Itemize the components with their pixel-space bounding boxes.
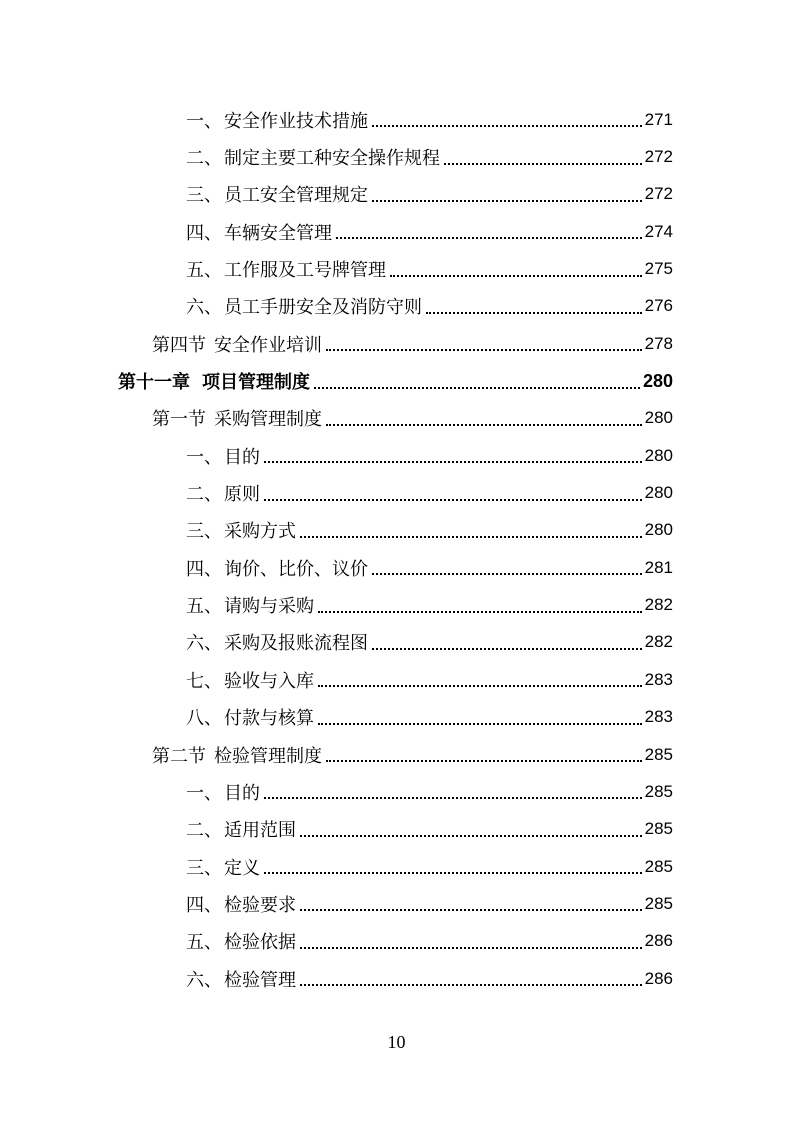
toc-entry-number: 八、: [186, 708, 222, 730]
toc-entry-number: 六、: [186, 969, 222, 991]
toc-entry-page: 271: [644, 109, 673, 129]
toc-entry-page: 282: [644, 595, 673, 615]
toc-entry-title: 员工安全管理规定: [224, 185, 368, 207]
toc-entry-title: 采购管理制度: [214, 409, 322, 431]
toc-dot-leader: [372, 647, 642, 650]
toc-dot-leader: [264, 796, 642, 799]
toc-subsection-entry[interactable]: [0, 661, 673, 698]
toc-entry-number: 四、: [186, 222, 222, 244]
toc-entry-number: 六、: [186, 633, 222, 655]
toc-entry-number: 第十一章: [118, 372, 190, 394]
toc-entry-title: 定义: [224, 857, 260, 879]
toc-dot-leader: [300, 983, 642, 986]
toc-entry-page: 272: [644, 147, 673, 167]
toc-entry-title: 询价、比价、议价: [224, 558, 368, 580]
toc-entry-page: 280: [642, 370, 673, 391]
toc-entry-title: 车辆安全管理: [224, 222, 332, 244]
toc-entry-number: 三、: [186, 521, 222, 543]
toc-section-entry[interactable]: [0, 736, 673, 773]
toc-entry-title: 检验管理: [224, 969, 296, 991]
toc-entry-title: 工作服及工号牌管理: [224, 260, 386, 282]
toc-entry-title: 制定主要工种安全操作规程: [224, 148, 440, 170]
toc-entry-page: 286: [644, 931, 673, 951]
toc-entry-title: 安全作业技术措施: [224, 110, 368, 132]
toc-entry-number: 二、: [186, 484, 222, 506]
toc-entry-title: 验收与入库: [224, 670, 314, 692]
toc-entry-page: 285: [644, 856, 673, 876]
toc-entry-page: 283: [644, 669, 673, 689]
toc-entry-number: 五、: [186, 596, 222, 618]
toc-entry-number: 七、: [186, 670, 222, 692]
page-number: 10: [387, 1032, 406, 1052]
toc-entry-number: 一、: [186, 782, 222, 804]
toc-dot-leader: [300, 946, 642, 949]
toc-subsection-entry[interactable]: [0, 699, 673, 736]
toc-subsection-entry[interactable]: [0, 250, 673, 287]
toc-entry-number: 二、: [186, 820, 222, 842]
toc-entry-title: 请购与采购: [224, 596, 314, 618]
toc-section-entry[interactable]: [0, 325, 673, 362]
toc-subsection-entry[interactable]: [0, 885, 673, 922]
toc-subsection-entry[interactable]: [0, 138, 673, 175]
toc-dot-leader: [390, 274, 642, 277]
toc-subsection-entry[interactable]: [0, 288, 673, 325]
toc-entry-page: 275: [644, 259, 673, 279]
toc-entry-number: 三、: [186, 857, 222, 879]
toc-subsection-entry[interactable]: [0, 811, 673, 848]
toc-entry-page: 280: [644, 483, 673, 503]
toc-entry-number: 四、: [186, 558, 222, 580]
toc-subsection-entry[interactable]: [0, 773, 673, 810]
toc-dot-leader: [372, 199, 642, 202]
toc-subsection-entry[interactable]: [0, 474, 673, 511]
toc-entry-number: 第四节: [152, 334, 206, 356]
toc-entry-number: 二、: [186, 148, 222, 170]
toc-dot-leader: [336, 236, 642, 239]
toc-subsection-entry[interactable]: [0, 176, 673, 213]
toc-subsection-entry[interactable]: [0, 960, 673, 997]
toc-entry-page: 278: [644, 333, 673, 353]
toc-entry-title: 采购方式: [224, 521, 296, 543]
toc-entry-number: 四、: [186, 894, 222, 916]
toc-entry-page: 285: [644, 744, 673, 764]
toc-entry-title: 检验管理制度: [214, 745, 322, 767]
toc-entry-title: 目的: [224, 782, 260, 804]
toc-dot-leader: [372, 572, 642, 575]
toc-dot-leader: [264, 498, 642, 501]
toc-entry-number: 五、: [186, 932, 222, 954]
toc-entry-title: 员工手册安全及消防守则: [224, 297, 422, 319]
toc-entry-number: 六、: [186, 297, 222, 319]
toc-entry-title: 项目管理制度: [202, 372, 310, 394]
toc-entry-title: 适用范围: [224, 820, 296, 842]
toc-dot-leader: [326, 423, 642, 426]
toc-entry-title: 采购及报账流程图: [224, 633, 368, 655]
toc-subsection-entry[interactable]: [0, 923, 673, 960]
toc-entry-number: 五、: [186, 260, 222, 282]
toc-chapter-entry[interactable]: [0, 362, 673, 399]
toc-dot-leader: [318, 610, 642, 613]
toc-entry-page: 272: [644, 184, 673, 204]
toc-dot-leader: [326, 348, 642, 351]
toc-entry-title: 原则: [224, 484, 260, 506]
toc-subsection-entry[interactable]: [0, 512, 673, 549]
toc-entry-page: 280: [644, 445, 673, 465]
toc-section-entry[interactable]: [0, 400, 673, 437]
toc-entry-page: 281: [644, 557, 673, 577]
toc-entry-page: 285: [644, 893, 673, 913]
toc-entry-page: 283: [644, 707, 673, 727]
toc-entry-page: 282: [644, 632, 673, 652]
toc-dot-leader: [318, 722, 642, 725]
toc-entry-title: 检验要求: [224, 894, 296, 916]
toc-dot-leader: [264, 871, 642, 874]
toc-entry-page: 276: [644, 296, 673, 316]
toc-entry-page: 274: [644, 221, 673, 241]
toc-dot-leader: [318, 684, 642, 687]
toc-subsection-entry[interactable]: [0, 624, 673, 661]
toc-subsection-entry[interactable]: [0, 848, 673, 885]
toc-dot-leader: [444, 162, 642, 165]
toc-subsection-entry[interactable]: [0, 586, 673, 623]
toc-dot-leader: [300, 834, 642, 837]
toc-entry-title: 检验依据: [224, 932, 296, 954]
toc-dot-leader: [372, 124, 642, 127]
toc-entry-number: 第二节: [152, 745, 206, 767]
toc-dot-leader: [300, 908, 642, 911]
toc-entry-number: 一、: [186, 110, 222, 132]
toc-entry-page: 280: [644, 520, 673, 540]
toc-subsection-entry[interactable]: [0, 213, 673, 250]
toc-dot-leader: [426, 311, 642, 314]
toc-entry-number: 三、: [186, 185, 222, 207]
toc-dot-leader: [314, 386, 640, 389]
toc-subsection-entry[interactable]: [0, 549, 673, 586]
toc-subsection-entry[interactable]: [0, 101, 673, 138]
toc-subsection-entry[interactable]: [0, 437, 673, 474]
toc-entry-number: 第一节: [152, 409, 206, 431]
toc-entry-page: 285: [644, 819, 673, 839]
toc-entry-page: 285: [644, 781, 673, 801]
toc-entry-page: 286: [644, 968, 673, 988]
toc-dot-leader: [264, 460, 642, 463]
toc-entry-page: 280: [644, 408, 673, 428]
table-of-contents: [0, 101, 793, 997]
toc-dot-leader: [300, 535, 642, 538]
toc-entry-title: 付款与核算: [224, 708, 314, 730]
toc-entry-title: 安全作业培训: [214, 334, 322, 356]
toc-entry-title: 目的: [224, 446, 260, 468]
toc-entry-number: 一、: [186, 446, 222, 468]
toc-dot-leader: [326, 759, 642, 762]
